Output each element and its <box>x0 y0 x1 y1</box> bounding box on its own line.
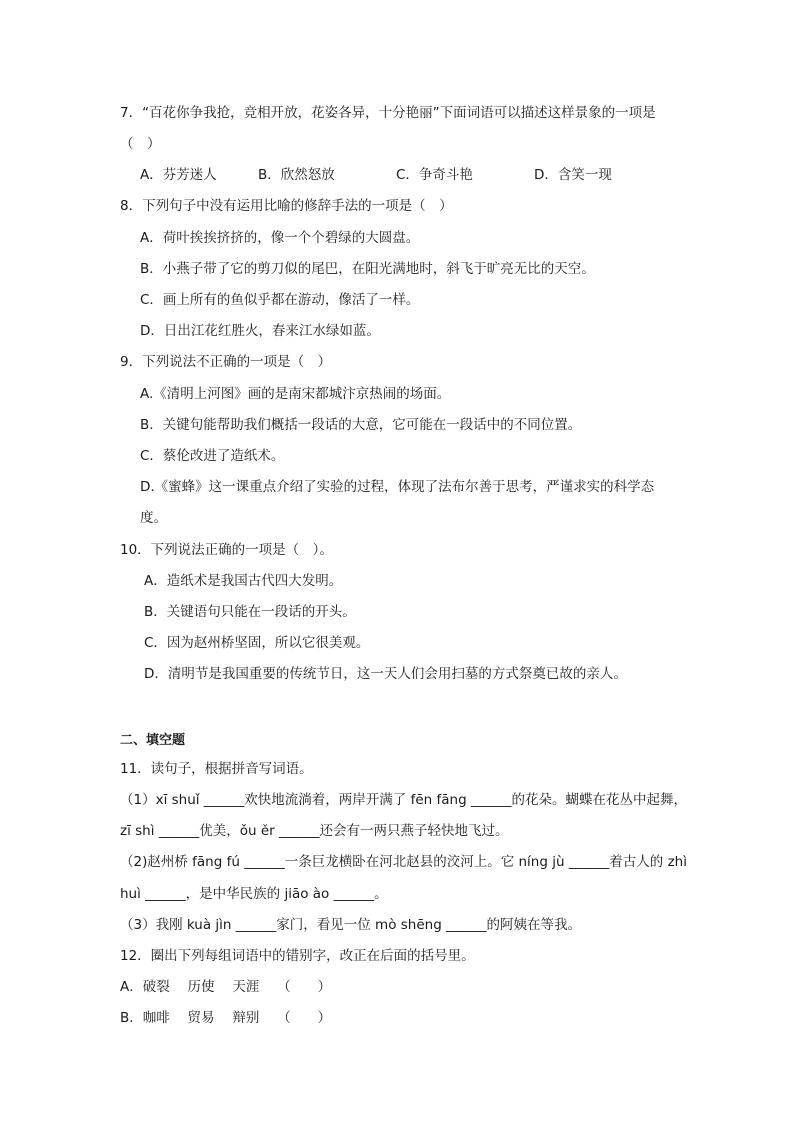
q9-option-c: C．蔡伦改进了造纸术。 <box>140 448 285 464</box>
q7-option-d: D．含笑一现 <box>534 167 612 183</box>
q7-option-b: B．欣然怒放 <box>258 167 335 183</box>
q10-option-a: A．造纸术是我国古代四大发明。 <box>144 573 343 589</box>
q11-line-2: zī shì ______优美，ǒu ěr ______还会有一两只燕子轻快地飞过。 <box>120 823 509 839</box>
q12-line-b: B．咖啡 贸易 辩别 （ ） <box>120 1010 332 1026</box>
q10-option-b: B．关键语句只能在一段话的开头。 <box>144 604 356 620</box>
q9-stem: 9．下列说法不正确的一项是（ ） <box>120 354 332 370</box>
q9-option-d: D.《蜜蜂》这一课重点介绍了实验的过程，体现了法布尔善于思考，严谨求实的科学态 <box>140 479 655 495</box>
q7-stem: 7．“百花你争我抢，竞相开放，花姿各异，十分艳丽”下面词语可以描述这样景象的一项是 <box>120 105 656 121</box>
q12-line-a: A．破裂 历使 天涯 （ ） <box>120 979 332 995</box>
q7-option-a: A．芬芳迷人 <box>140 167 217 183</box>
q7-options-row <box>140 166 700 184</box>
q7-answer-paren: （ ） <box>120 136 161 152</box>
q11-line-1: （1）xī shuǐ ______欢快地流淌着，两岸开满了 fēn fāng ______的花朵。蝴蝶在花丛中起舞， <box>120 792 687 808</box>
q8-option-a: A．荷叶挨挨挤挤的，像一个个碧绿的大圆盘。 <box>140 230 420 246</box>
q9-option-d-continuation: 度。 <box>140 510 167 526</box>
q12-stem: 12．圈出下列每组词语中的错别字，改正在后面的括号里。 <box>120 948 475 964</box>
q8-option-b: B．小燕子带了它的剪刀似的尾巴，在阳光满地时，斜飞于旷亮无比的天空。 <box>140 261 595 277</box>
q8-option-c: C．画上所有的鱼似乎都在游动，像活了一样。 <box>140 292 420 308</box>
q10-option-c: C．因为赵州桥坚固，所以它很美观。 <box>144 635 370 651</box>
q8-stem: 8．下列句子中没有运用比喻的修辞手法的一项是（ ） <box>120 198 453 214</box>
q11-line-5: （3）我刚 kuà jìn ______家门，看见一位 mò shēng ______的阿姨在等我。 <box>120 917 582 933</box>
q10-option-d: D．清明节是我国重要的传统节日，这一天人们会用扫墓的方式祭奠已故的亲人。 <box>144 666 627 682</box>
q11-line-3: （2)赵州桥 fāng fú ______一条巨龙横卧在河北赵县的洨河上。它 níng jù ______着古人的 zhì <box>120 854 687 870</box>
q9-option-a: A.《清明上河图》画的是南宋都城汴京热闹的场面。 <box>140 386 451 402</box>
section-heading-fill-in: 二、填空题 <box>120 733 186 748</box>
q10-stem: 10．下列说法正确的一项是（ ）。 <box>120 542 333 558</box>
q7-option-c: C．争奇斗艳 <box>396 167 473 183</box>
q11-stem: 11．读句子，根据拼音写词语。 <box>120 761 313 777</box>
q8-option-d: D．日出江花红胜火，春来江水绿如蓝。 <box>140 323 380 339</box>
q11-line-4: huì ______，是中华民族的 jiāo ào ______。 <box>120 886 388 902</box>
q9-option-b: B．关键句能帮助我们概括一段话的大意，它可能在一段话中的不同位置。 <box>140 417 582 433</box>
